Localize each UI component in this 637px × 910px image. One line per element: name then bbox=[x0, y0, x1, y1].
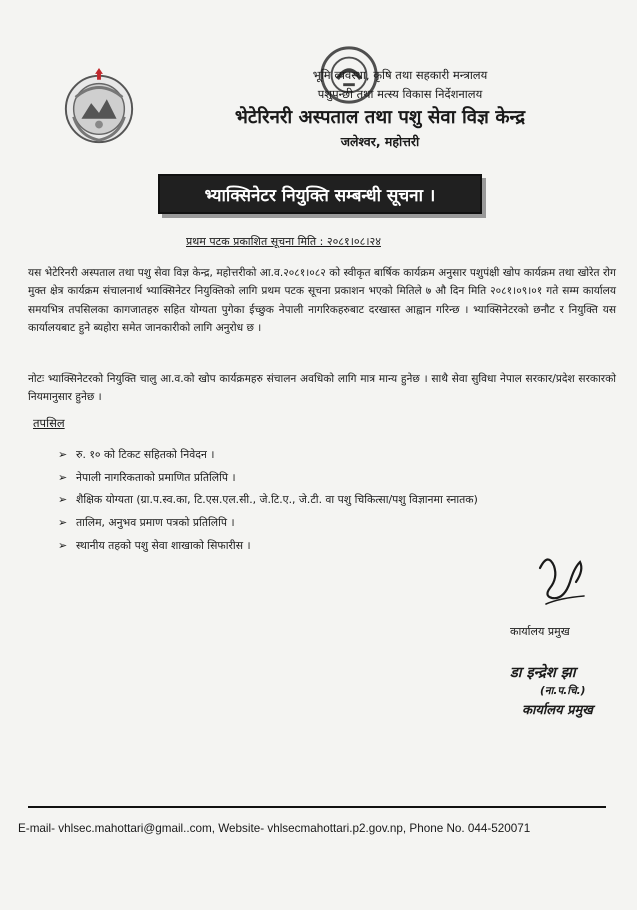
list-item-text: शैक्षिक योग्यता (ग्रा.प.स्व.का, टि.एस.एल.सी., जे.टि.ए., जे.टी. वा पशु चिकित्सा/पशु विज्ञानमा स्नातक) bbox=[76, 493, 478, 507]
arrow-bullet-icon: ➢ bbox=[58, 493, 68, 507]
list-item bbox=[58, 489, 478, 512]
published-date: प्रथम पटक प्रकाशित सूचना मिति : २०८१।०८।२४ bbox=[186, 235, 381, 248]
list-item-text: स्थानीय तहको पशु सेवा शाखाको सिफारीस । bbox=[76, 539, 251, 553]
office-head-label: कार्यालय प्रमुख bbox=[510, 625, 570, 638]
list-item bbox=[58, 511, 478, 534]
arrow-bullet-icon: ➢ bbox=[58, 447, 68, 461]
notice-paragraph-main: यस भेटेरिनरी अस्पताल तथा पशु सेवा विज्ञ केन्द्र, महोत्तरीको आ.व.२०८१।०८२ को स्वीकृत बार्षिक कार्यक्रम अनुसार पशुपंक्षी खोप कार्यक्रम तथा खोरेत रोग मुक्त क्षेत्र कार्यक्रम संचालनार्थ भ्याक्सिनेटर नियुक्तिको लागि प्रथम पटक सूचना प्रकाशन भएको मितिले ७ औ दिन मिति २०८१।०९।०१ गते सम्म कार्यालय समयभित्र तपसिलका कागजातहरु सहित योग्यता पुगेका ईच्छुक नेपाली नागरिकहरुबाट दरखास्त आह्वान गरिन्छ । भ्याक्सिनेटरको छनौट र नियुक्ति यस कार्यालयबाट हुने ब्यहोरा समेत जानकारीको लागि अनुरोध छ । bbox=[28, 267, 616, 334]
list-item bbox=[58, 534, 478, 557]
footer-divider bbox=[28, 806, 606, 808]
stamp-title: कार्यालय प्रमुख bbox=[522, 703, 593, 718]
requirements-list bbox=[58, 443, 478, 557]
arrow-bullet-icon: ➢ bbox=[58, 470, 68, 484]
notice-title-banner bbox=[158, 174, 482, 214]
arrow-bullet-icon: ➢ bbox=[58, 516, 68, 530]
stamp-degree: (ना.प.चि.) bbox=[540, 685, 586, 697]
notice-title: भ्याक्सिनेटर नियुक्ति सम्बन्धी सूचना । bbox=[204, 185, 436, 206]
list-item bbox=[58, 466, 478, 489]
list-item-text: तालिम, अनुभव प्रमाण पत्रको प्रतिलिपि । bbox=[76, 516, 235, 530]
office-location: जलेश्वर, महोत्तरी bbox=[340, 134, 420, 149]
stamp-name: डा इन्द्रेश झा bbox=[510, 665, 576, 681]
list-item bbox=[58, 443, 478, 466]
office-name: भेटेरिनरी अस्पताल तथा पशु सेवा विज्ञ केन्द्र bbox=[234, 107, 526, 128]
footer-contact: E-mail- vhlsec.mahottari@gmail..com, Website- vhlsecmahottari.p2.gov.np, Phone No. 044-520071 bbox=[18, 822, 531, 835]
nepal-government-emblem-icon bbox=[60, 68, 138, 146]
signature-icon bbox=[530, 548, 590, 610]
list-heading: तपसिल bbox=[33, 416, 65, 430]
arrow-bullet-icon: ➢ bbox=[58, 539, 68, 553]
list-item-text: नेपाली नागरिकताको प्रमाणित प्रतिलिपि । bbox=[76, 470, 236, 484]
directorate-name: पशुपन्छी तथा मत्स्य विकास निर्देशनालय bbox=[317, 87, 483, 101]
notice-paragraph-note: नोटः भ्याक्सिनेटरको नियुक्ति चालु आ.व.को खोप कार्यक्रमहरु संचालन अवधिको लागि मात्र मान्य हुनेछ । साथै सेवा सुविधा नेपाल सरकार/प्रदेश सरकारको नियमानुसार हुनेछ । bbox=[28, 373, 616, 404]
ministry-name: भूमि व्यवस्था, कृषि तथा सहकारी मन्त्रालय bbox=[312, 68, 488, 82]
list-item-text: रु. १० को टिकट सहितको निवेदन । bbox=[76, 447, 215, 461]
